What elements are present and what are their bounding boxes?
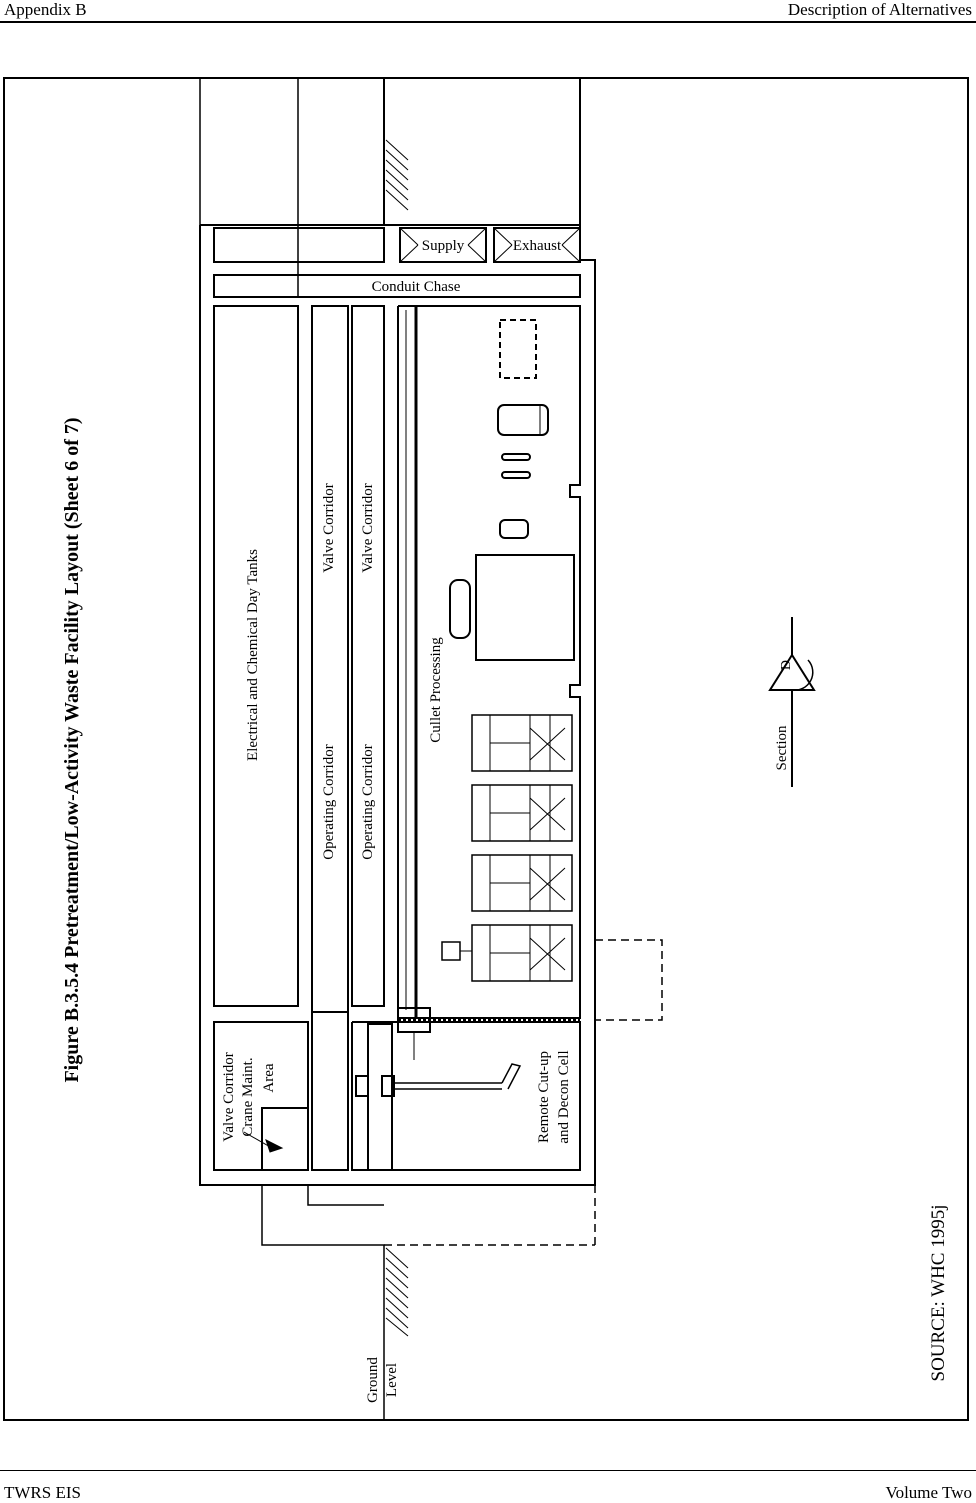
figure-title: Figure B.3.5.4 Pretreatment/Low-Activity Waste Facility Layout (Sheet 6 of 7) bbox=[61, 417, 83, 1083]
figure-source: SOURCE: WHC 1995j bbox=[928, 1204, 949, 1382]
remote-cutup-label-2: and Decon Cell bbox=[556, 1050, 572, 1144]
operating-corridor-label-1: Operating Corridor bbox=[321, 744, 337, 860]
footer-left: TWRS EIS bbox=[4, 1483, 81, 1502]
supply-label: Supply bbox=[421, 238, 465, 254]
crane-maint-label-3: Area bbox=[261, 1063, 277, 1093]
operating-corridor-label-2: Operating Corridor bbox=[360, 744, 376, 860]
exhaust-label: Exhaust bbox=[512, 238, 562, 254]
remote-cutup-label-1: Remote Cut-up bbox=[536, 1050, 552, 1144]
footer-right: Volume Two bbox=[885, 1483, 972, 1502]
valve-corridor-label-2: Valve Corridor bbox=[360, 483, 376, 573]
conduit-chase-label: Conduit Chase bbox=[371, 279, 461, 295]
section-letter: D bbox=[779, 659, 794, 671]
header-left: Appendix B bbox=[4, 0, 87, 19]
ground-level-label-1: Ground bbox=[365, 1357, 381, 1403]
footer-rule bbox=[0, 1470, 976, 1471]
electrical-tanks-label: Electrical and Chemical Day Tanks bbox=[245, 549, 261, 761]
crane-maint-label-2: Crane Maint. bbox=[240, 1057, 256, 1137]
ground-level-label-2: Level bbox=[384, 1362, 400, 1398]
cullet-processing-label: Cullet Processing bbox=[428, 637, 444, 743]
valve-corridor-label-1: Valve Corridor bbox=[321, 483, 337, 573]
crane-maint-label-1: Valve Corridor bbox=[221, 1052, 237, 1142]
section-label: Section bbox=[774, 725, 790, 771]
header-right: Description of Alternatives bbox=[787, 0, 972, 19]
